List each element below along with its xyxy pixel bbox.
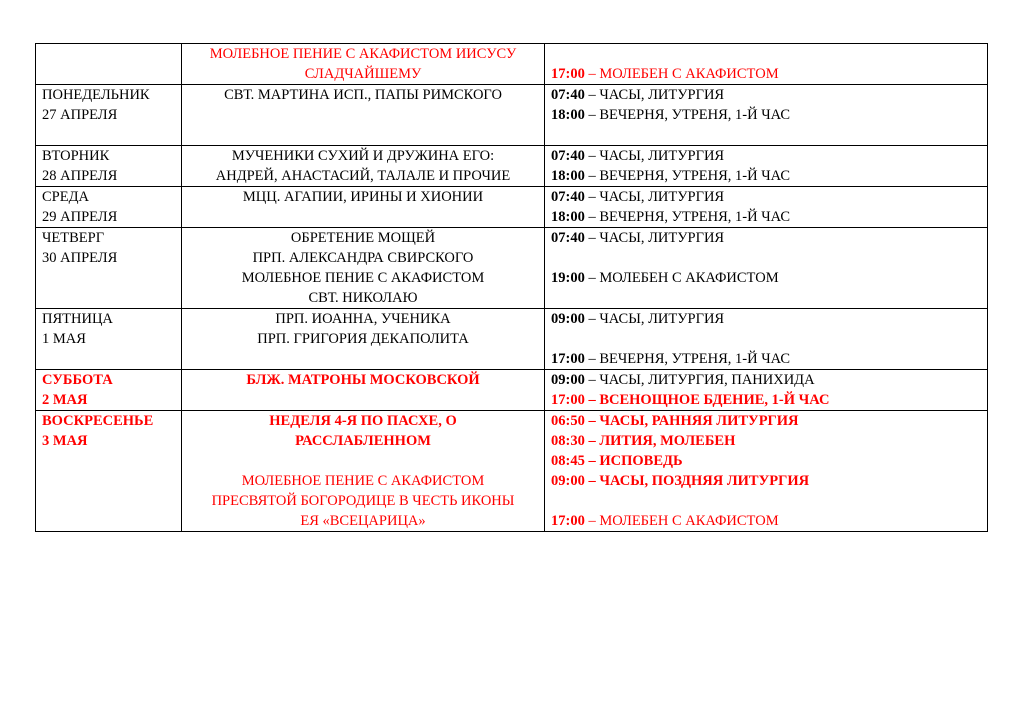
service-cell [545, 370, 988, 411]
service-line [551, 370, 981, 390]
table-row [36, 411, 988, 532]
day-cell [36, 187, 182, 228]
header-day-cell [36, 44, 182, 85]
service-line [551, 268, 981, 288]
service-text: – МОЛЕБЕН С АКАФИСТОМ [588, 513, 779, 529]
service-time: 07:40 [551, 148, 585, 164]
service-time: 17:00 [551, 513, 585, 529]
day-cell [36, 370, 182, 411]
day-date: 3 МАЯ [42, 433, 88, 449]
blank-line [551, 248, 981, 268]
service-text: – ВСЕНОЩНОЕ БДЕНИЕ, 1-Й ЧАС [588, 392, 830, 408]
service-line [551, 166, 981, 186]
saint-cell [182, 370, 545, 411]
table-row [36, 370, 988, 411]
service-line [551, 187, 981, 207]
saint-line: НЕДЕЛЯ 4-Я ПО ПАСХЕ, О [269, 413, 457, 429]
service-text: – ВЕЧЕРНЯ, УТРЕНЯ, 1-Й ЧАС [588, 107, 791, 123]
service-text: – ЧАСЫ, ЛИТУРГИЯ [588, 148, 725, 164]
day-date: 29 АПРЕЛЯ [42, 209, 118, 225]
saint-line: СЛАДЧАЙШЕМУ [304, 66, 422, 82]
saint-line: ПРП. ГРИГОРИЯ ДЕКАПОЛИТА [257, 331, 469, 347]
service-time: 08:45 [551, 453, 585, 469]
service-line [551, 390, 981, 410]
table-row [36, 187, 988, 228]
service-time: 17:00 [551, 351, 585, 367]
service-cell [545, 228, 988, 309]
day-cell [36, 228, 182, 309]
day-date: 2 МАЯ [42, 392, 88, 408]
day-date: 27 АПРЕЛЯ [42, 107, 118, 123]
day-name: ВОСКРЕСЕНЬЕ [42, 413, 154, 429]
table-row [36, 85, 988, 146]
saint-line: МОЛЕБНОЕ ПЕНИЕ С АКАФИСТОМ [241, 473, 485, 489]
saint-line: МОЛЕБНОЕ ПЕНИЕ С АКАФИСТОМ ИИСУСУ [209, 46, 517, 62]
saint-cell [182, 228, 545, 309]
service-line [551, 105, 981, 125]
saint-cell [182, 187, 545, 228]
saint-cell [182, 309, 545, 370]
service-time: 09:00 [551, 473, 585, 489]
service-time: 18:00 [551, 107, 585, 123]
saint-line: СВТ. НИКОЛАЮ [308, 290, 418, 306]
service-text: – ЧАСЫ, РАННЯЯ ЛИТУРГИЯ [588, 413, 799, 429]
service-cell [545, 309, 988, 370]
day-name: ВТОРНИК [42, 148, 110, 164]
schedule-table [35, 43, 988, 532]
day-name: ПОНЕДЕЛЬНИК [42, 87, 150, 103]
service-time: 08:30 [551, 433, 585, 449]
service-line [551, 349, 981, 369]
service-line [551, 85, 981, 105]
service-text: – ЧАСЫ, ЛИТУРГИЯ, ПАНИХИДА [588, 372, 815, 388]
day-date: 28 АПРЕЛЯ [42, 168, 118, 184]
saint-line: ПРП. ИОАННА, УЧЕНИКА [275, 311, 451, 327]
saint-line: ПРП. АЛЕКСАНДРА СВИРСКОГО [252, 250, 474, 266]
saint-line: ЕЯ «ВСЕЦАРИЦА» [300, 513, 426, 529]
service-text: – МОЛЕБЕН С АКАФИСТОМ [588, 270, 779, 286]
service-line [551, 309, 981, 329]
service-time: 17:00 [551, 66, 585, 82]
service-text: – ВЕЧЕРНЯ, УТРЕНЯ, 1-Й ЧАС [588, 351, 791, 367]
day-cell [36, 309, 182, 370]
service-cell [545, 411, 988, 532]
service-line [551, 207, 981, 227]
service-text: – ЛИТИЯ, МОЛЕБЕН [588, 433, 736, 449]
service-text: – ЧАСЫ, ЛИТУРГИЯ [588, 87, 725, 103]
service-line [551, 511, 981, 531]
service-time: 07:40 [551, 230, 585, 246]
saint-line: МЦЦ. АГАПИИ, ИРИНЫ И ХИОНИИ [242, 189, 484, 205]
service-line [551, 471, 981, 491]
header-saint-cell [182, 44, 545, 85]
saint-line: РАССЛАБЛЕННОМ [295, 433, 431, 449]
blank-line [551, 491, 981, 511]
saint-cell [182, 146, 545, 187]
service-line [551, 64, 981, 84]
saint-line: МУЧЕНИКИ СУХИЙ И ДРУЖИНА ЕГО: [231, 148, 495, 164]
saint-line: СВТ. МАРТИНА ИСП., ПАПЫ РИМСКОГО [224, 87, 502, 103]
day-cell [36, 411, 182, 532]
service-time: 19:00 [551, 270, 585, 286]
service-line [551, 451, 981, 471]
service-text: – ВЕЧЕРНЯ, УТРЕНЯ, 1-Й ЧАС [588, 209, 791, 225]
saint-line: ОБРЕТЕНИЕ МОЩЕЙ [290, 230, 436, 246]
service-line [551, 146, 981, 166]
service-text: – ЧАСЫ, ЛИТУРГИЯ [588, 189, 725, 205]
service-line [551, 411, 981, 431]
service-cell [545, 85, 988, 146]
table-row [36, 228, 988, 309]
service-text: – ИСПОВЕДЬ [588, 453, 683, 469]
service-time: 17:00 [551, 392, 585, 408]
service-cell [545, 146, 988, 187]
service-time: 07:40 [551, 189, 585, 205]
day-name: ПЯТНИЦА [42, 311, 113, 327]
saint-line: АНДРЕЙ, АНАСТАСИЙ, ТАЛАЛЕ И ПРОЧИЕ [215, 168, 511, 184]
day-name: ЧЕТВЕРГ [42, 230, 105, 246]
header-row [36, 44, 988, 85]
service-cell [545, 187, 988, 228]
saint-line: МОЛЕБНОЕ ПЕНИЕ С АКАФИСТОМ [241, 270, 485, 286]
service-time: 06:50 [551, 413, 585, 429]
service-time: 18:00 [551, 168, 585, 184]
saint-cell [182, 411, 545, 532]
blank-line [188, 451, 538, 471]
day-name: СРЕДА [42, 189, 89, 205]
service-text: – ВЕЧЕРНЯ, УТРЕНЯ, 1-Й ЧАС [588, 168, 791, 184]
day-cell [36, 85, 182, 146]
day-name: СУББОТА [42, 372, 113, 388]
saint-line: ПРЕСВЯТОЙ БОГОРОДИЦЕ В ЧЕСТЬ ИКОНЫ [211, 493, 515, 509]
service-time: 09:00 [551, 311, 585, 327]
service-line [551, 431, 981, 451]
service-text: – МОЛЕБЕН С АКАФИСТОМ [588, 66, 779, 82]
service-time: 07:40 [551, 87, 585, 103]
table-row [36, 309, 988, 370]
service-time: 09:00 [551, 372, 585, 388]
day-cell [36, 146, 182, 187]
day-date: 1 МАЯ [42, 331, 86, 347]
service-text: – ЧАСЫ, ПОЗДНЯЯ ЛИТУРГИЯ [588, 473, 810, 489]
service-text: – ЧАСЫ, ЛИТУРГИЯ [588, 311, 725, 327]
service-line [551, 228, 981, 248]
header-service-cell [545, 44, 988, 85]
saint-line: БЛЖ. МАТРОНЫ МОСКОВСКОЙ [246, 372, 480, 388]
table-row [36, 146, 988, 187]
day-date: 30 АПРЕЛЯ [42, 250, 118, 266]
service-text: – ЧАСЫ, ЛИТУРГИЯ [588, 230, 725, 246]
blank-line [551, 329, 981, 349]
saint-cell [182, 85, 545, 146]
service-time: 18:00 [551, 209, 585, 225]
